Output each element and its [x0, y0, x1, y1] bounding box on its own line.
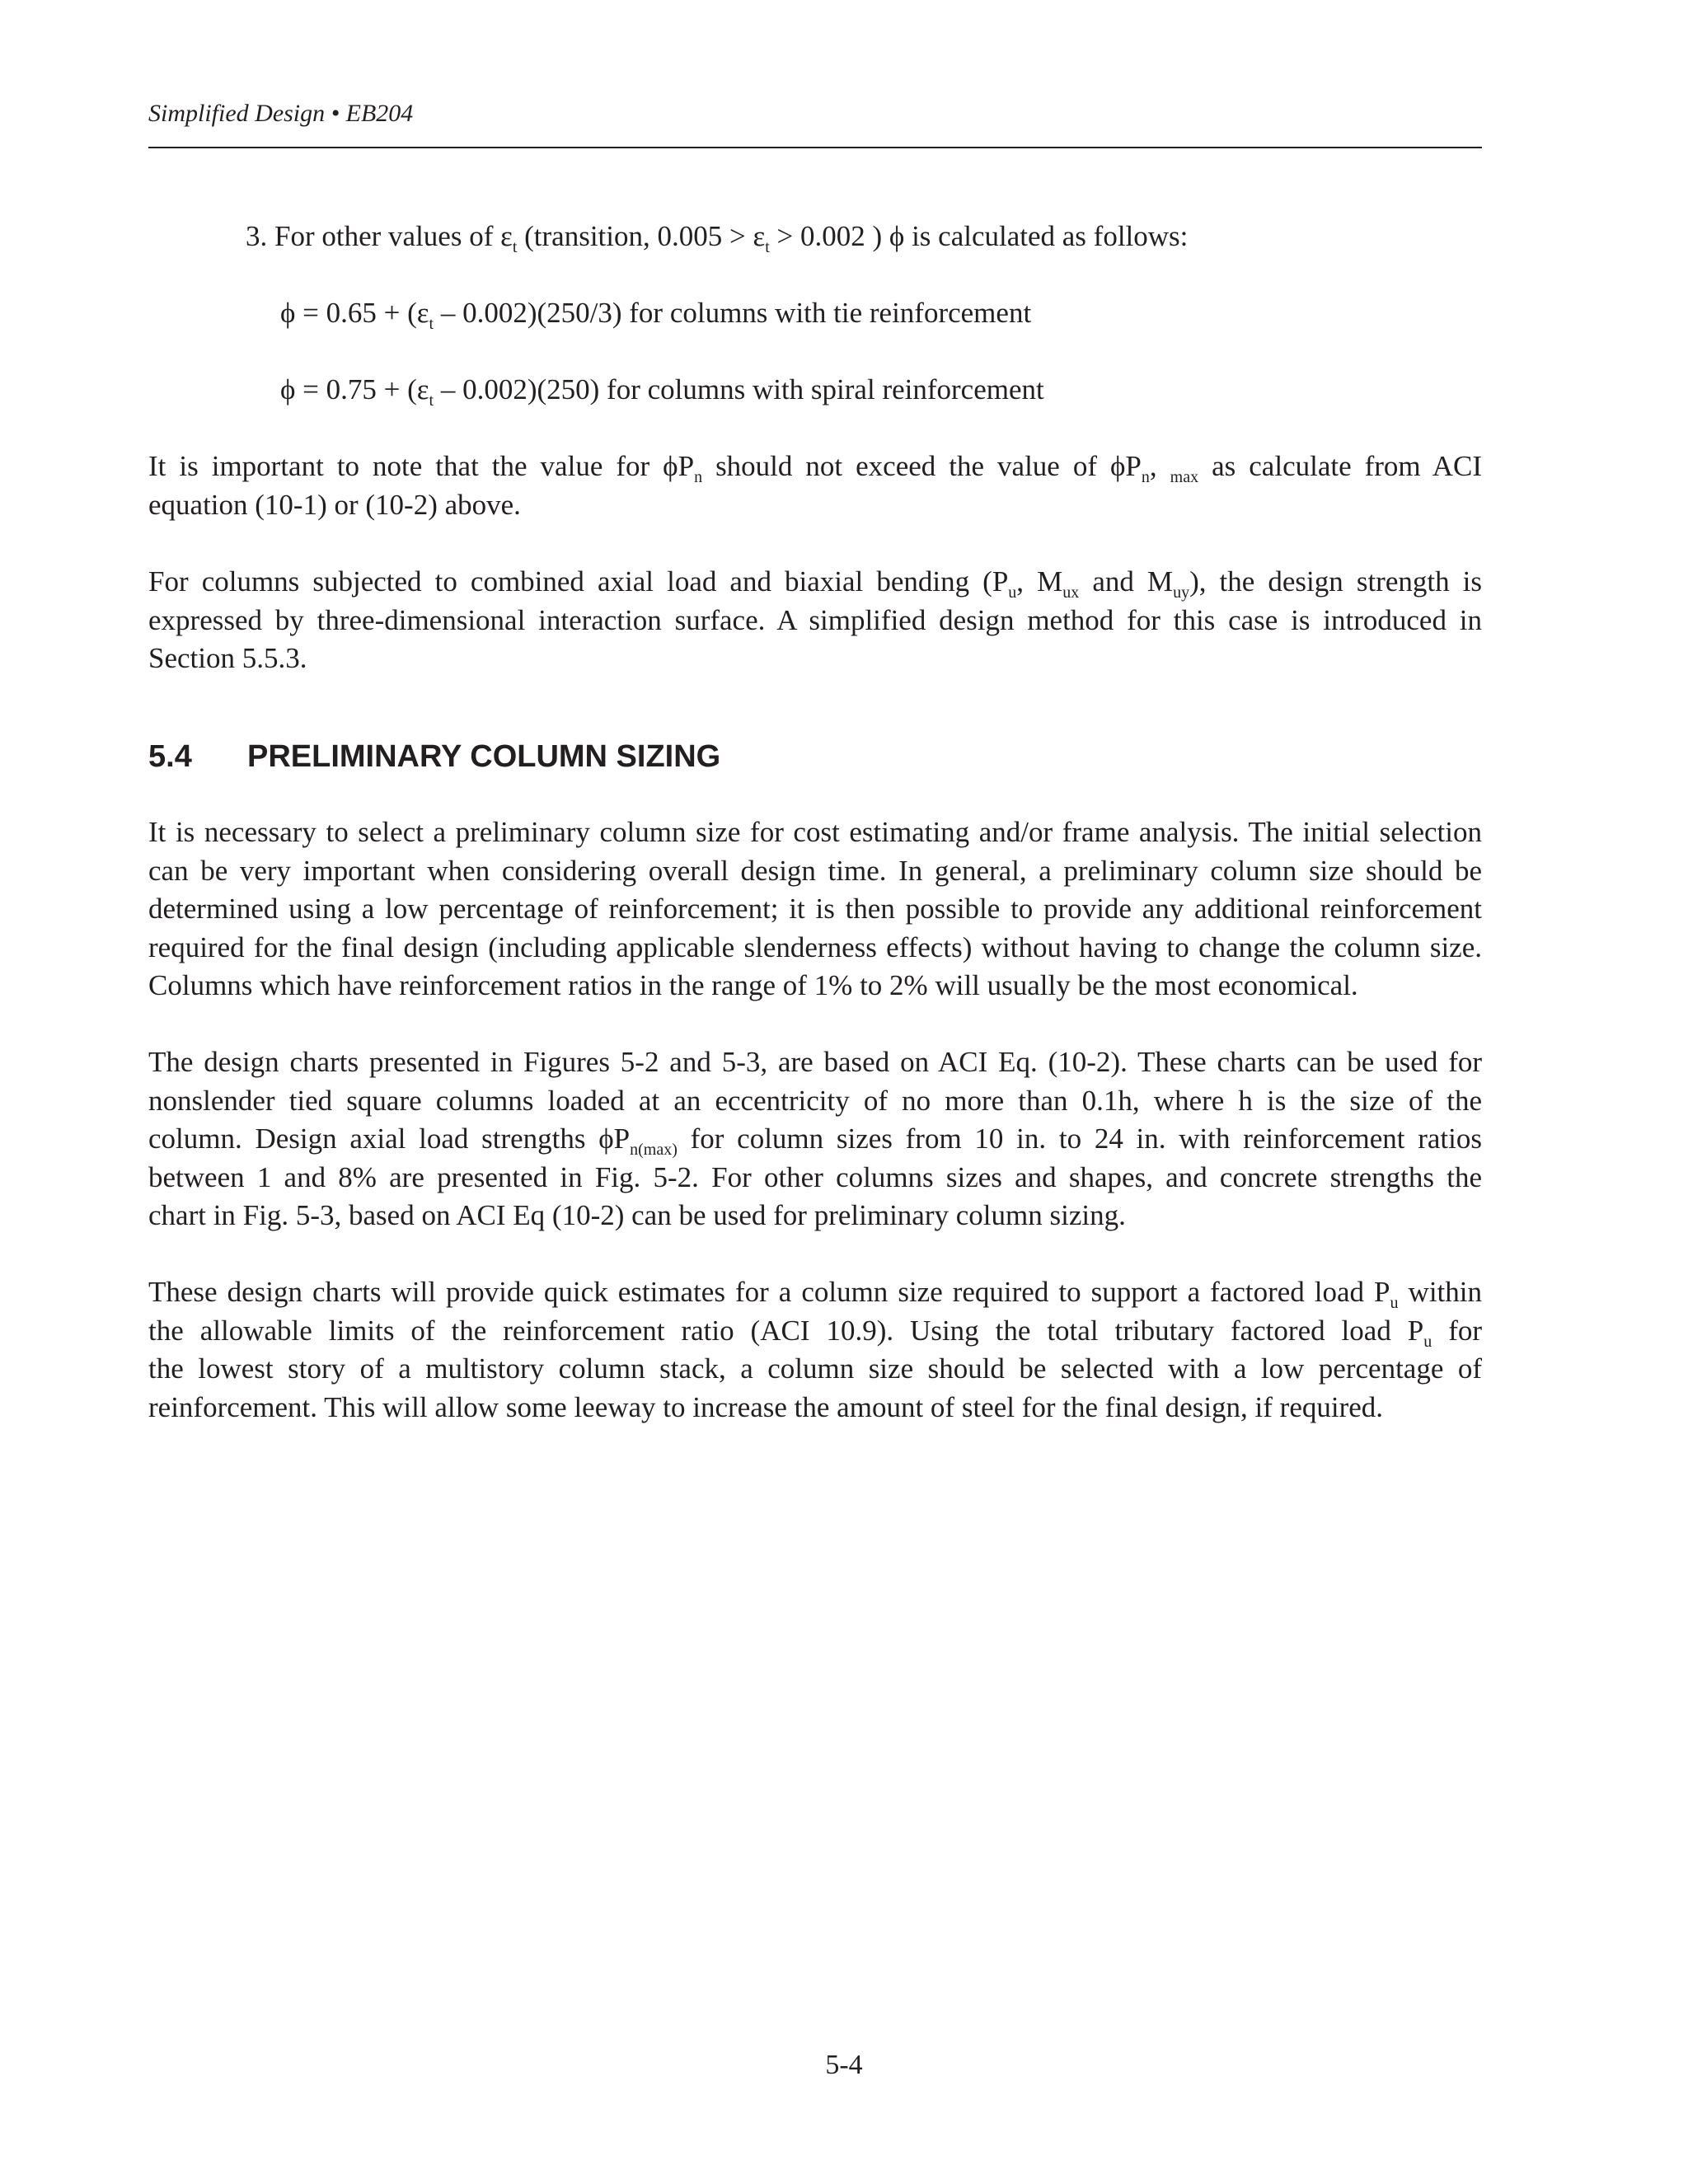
item-3-text-c: > 0.002 ) ϕ is calculated as follows: [769, 220, 1189, 252]
note-sub-1: n [694, 468, 703, 486]
biaxial-text-b: , M [1016, 565, 1063, 598]
estimates-sub-2: u [1423, 1332, 1432, 1351]
biaxial-text-a: For columns subjected to combined axial load and biaxial bending (P [148, 565, 1009, 598]
item-3-text-a: 3. For other values of ε [246, 220, 513, 252]
item-3-sub-2: t [765, 238, 770, 256]
note-text-a: It is important to note that the value for ϕP [148, 450, 695, 482]
note-line-1 [148, 448, 1482, 486]
charts-text-a: column. Design axial load strengths ϕP [148, 1122, 631, 1155]
sizing-line-2: can be very important when considering overall design time. In general, a preliminary column size should be [148, 854, 1482, 887]
estimates-paragraph [148, 1273, 1482, 1427]
item-3-sub-1: t [512, 238, 518, 256]
note-sub-3: max [1170, 468, 1199, 486]
sizing-line-4: required for the final design (including applicable slenderness effects) without having to change the column size. [148, 930, 1482, 963]
note-text-b: should not exceed the value of ϕP [702, 450, 1142, 482]
estimates-text-c: the allowable limits of the reinforcement ratio (ACI 10.9). Using the total tributary factored load P [148, 1314, 1424, 1347]
sizing-line-5: Columns which have reinforcement ratios in the range of 1% to 2% will usually be the most economical. [148, 969, 1358, 1001]
estimates-text-a: These design charts will provide quick estimates for a column size required to support a factored load P [148, 1276, 1390, 1308]
equation-spiral [280, 371, 1044, 409]
charts-line-5: chart in Fig. 5-3, based on ACI Eq (10-2) can be used for preliminary column sizing. [148, 1199, 1126, 1231]
equation-spiral-a: ϕ = 0.75 + (ε [280, 373, 429, 405]
estimates-line-1 [148, 1273, 1482, 1312]
biaxial-sub-3: uy [1173, 583, 1190, 602]
section-heading [148, 738, 721, 775]
header-rule [148, 147, 1482, 148]
equation-tie-b: – 0.002)(250/3) for columns with tie reinforcement [434, 297, 1032, 329]
estimates-line-4: reinforcement. This will allow some leeway to increase the amount of steel for the final design, if required. [148, 1390, 1384, 1423]
item-3-intro [246, 218, 1188, 255]
charts-line-1: The design charts presented in Figures 5-2 and 5-3, are based on ACI Eq. (10-2). These charts can be used for [148, 1046, 1482, 1078]
equation-tie [280, 294, 1031, 332]
biaxial-line-1 [148, 563, 1482, 602]
equation-tie-a: ϕ = 0.65 + (ε [280, 297, 429, 329]
biaxial-text-d: ), the design strength is [1189, 565, 1483, 598]
biaxial-line-2: expressed by three-dimensional interaction surface. A simplified design method for this case is introduced in [148, 603, 1482, 636]
estimates-text-d: for [1432, 1314, 1482, 1347]
estimates-text-b: within [1398, 1276, 1482, 1308]
note-paragraph [148, 448, 1482, 524]
sizing-line-1: It is necessary to select a preliminary column size for cost estimating and/or frame analysis. The initial selection [148, 816, 1482, 848]
charts-sub: n(max) [630, 1141, 678, 1159]
charts-text-b: for column sizes from 10 in. to 24 in. with reinforcement ratios [677, 1122, 1482, 1155]
estimates-line-3: the lowest story of a multistory column stack, a column size should be selected with a low percentage of [148, 1352, 1482, 1385]
item-3-text-b: (transition, 0.005 > ε [517, 220, 766, 252]
page-number: 5-4 [825, 2050, 863, 2080]
note-text-c: , [1149, 450, 1170, 482]
charts-line-2: nonslender tied square columns loaded at an eccentricity of no more than 0.1h, where h is the size of the [148, 1084, 1482, 1117]
biaxial-line-3: Section 5.5.3. [148, 642, 307, 674]
biaxial-text-c: and M [1079, 565, 1174, 598]
biaxial-sub-1: u [1008, 583, 1017, 602]
charts-paragraph [148, 1043, 1482, 1235]
section-number: 5.4 [148, 739, 192, 774]
equation-tie-sub: t [429, 315, 434, 333]
estimates-line-2 [148, 1312, 1482, 1351]
equation-spiral-b: – 0.002)(250) for columns with spiral reinforcement [434, 373, 1044, 405]
note-text-d: as calculate from ACI [1198, 450, 1483, 482]
equation-spiral-sub: t [429, 391, 434, 410]
note-sub-2: n [1141, 468, 1150, 486]
biaxial-paragraph [148, 563, 1482, 678]
charts-line-3 [148, 1120, 1482, 1159]
estimates-sub-1: u [1390, 1294, 1399, 1312]
section-title: PRELIMINARY COLUMN SIZING [247, 739, 721, 774]
sizing-paragraph [148, 813, 1482, 1005]
biaxial-sub-2: ux [1062, 583, 1080, 602]
running-header: Simplified Design • EB204 [148, 100, 414, 127]
charts-line-4: between 1 and 8% are presented in Fig. 5-2. For other columns sizes and shapes, and concrete strengths the [148, 1160, 1482, 1193]
sizing-line-3: determined using a low percentage of reinforcement; it is then possible to provide any additional reinforcement [148, 893, 1482, 925]
note-line-2: equation (10-1) or (10-2) above. [148, 488, 521, 521]
